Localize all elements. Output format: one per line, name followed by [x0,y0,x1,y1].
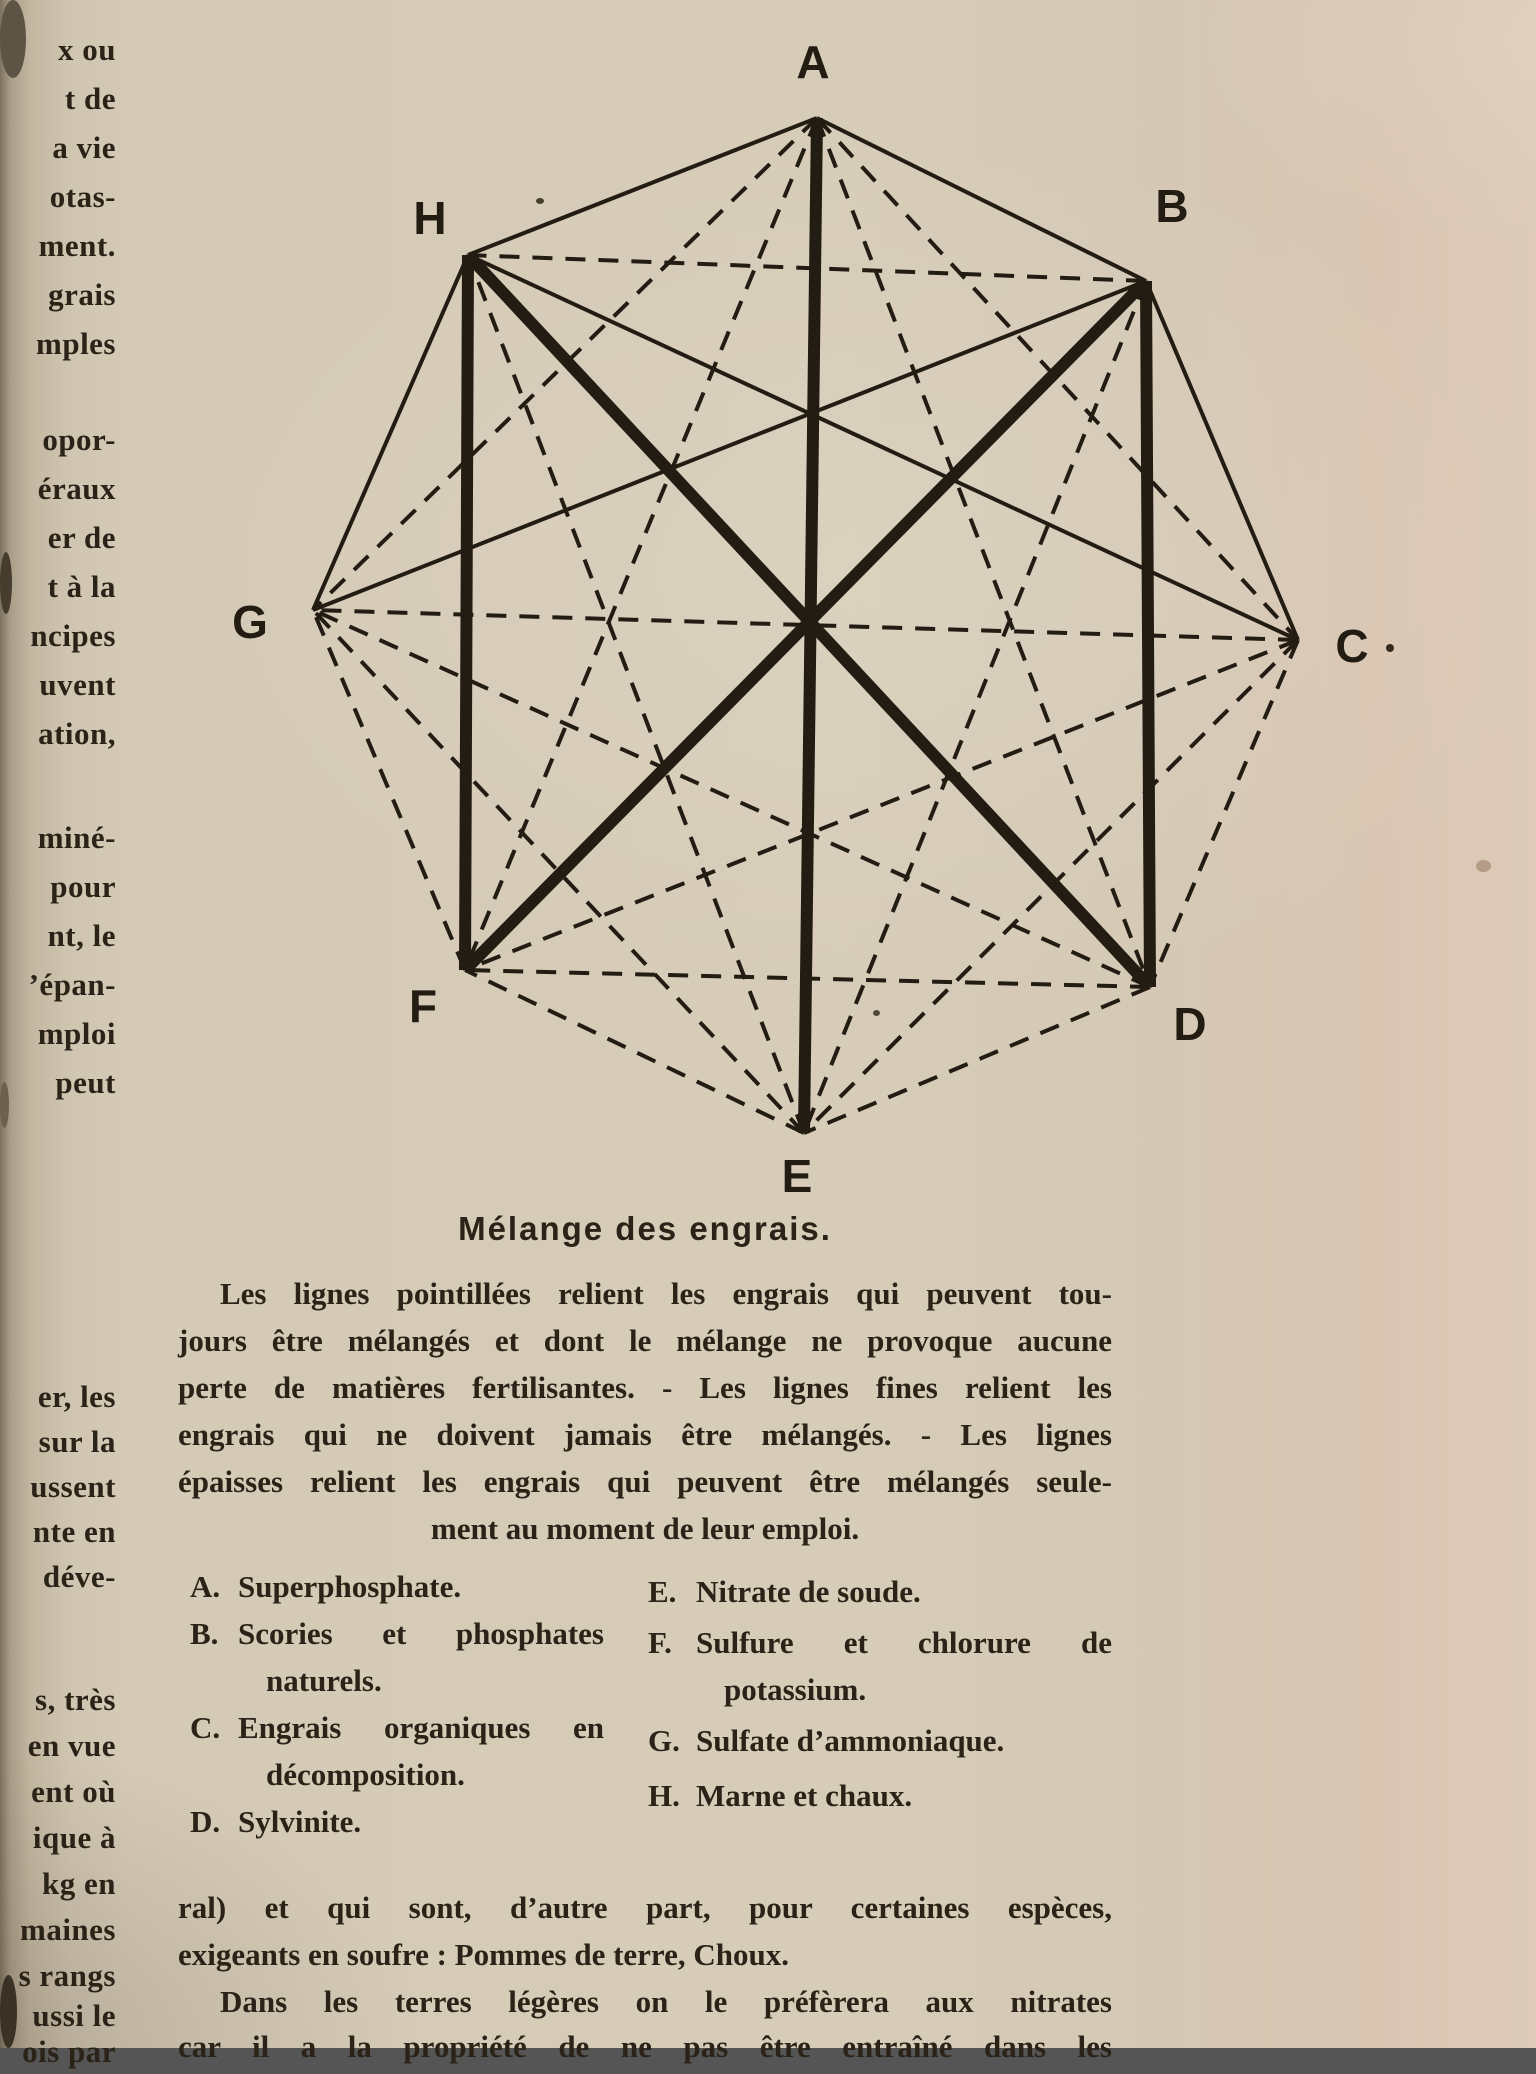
legend-item-right-text: Marne et chaux. [696,1778,913,1813]
left-column-line: t de [64,81,116,116]
left-column-line: ussi le [32,1998,116,2033]
legend-item-right [648,1569,1112,1615]
legend-item-right-key [648,1667,696,1713]
legend-item-left-text: Engrais organiques en [238,1710,604,1745]
left-column-line: grais [48,277,116,312]
legend-item-right-key: G. [648,1723,680,1758]
edge-BG-thin [313,281,1146,610]
note-line: épaisses relient les engrais qui peuvent être mélangés seule- [178,1464,1112,1499]
legend-item-right [648,1667,1112,1713]
left-column-line: kg en [42,1866,116,1901]
left-column-line: x ou [58,32,116,67]
body-line: ral) et qui sont, d’autre part, pour certaines espèces, [178,1890,1112,1925]
left-column-line: miné- [37,820,116,855]
paper-speck [1386,644,1394,652]
body-line: Dans les terres légères on le préfèrera aux nitrates [220,1984,1112,2019]
paper-speck [0,0,26,78]
edge-EF-dashed [465,970,804,1133]
legend-item-right-text: Sulfate d’ammoniaque. [696,1723,1005,1758]
legend-item-right [648,1773,1112,1819]
left-column-line: ’épan- [28,967,116,1002]
left-column-line: opor- [42,422,116,457]
left-column-line: s rangs [18,1958,116,1993]
legend-item-left-text: Superphosphate. [238,1569,462,1604]
node-label-H: H [413,192,447,244]
paper-speck [536,198,544,204]
legend-item-right-text: Sulfure et chlorure de [696,1625,1112,1660]
note-line: Les lignes pointillées relient les engrais qui peuvent tou- [220,1276,1112,1311]
left-column-line: déve- [42,1559,116,1594]
legend-item-left [190,1799,604,1845]
left-column-line: ent où [31,1774,116,1809]
left-column-line: ment. [38,228,116,263]
left-column-line: nte en [32,1514,116,1549]
legend-item-left [190,1611,604,1657]
paper-speck [0,1975,17,2048]
edge-CH-thin [468,255,1298,640]
figure-caption: Mélange des engrais. [458,1210,832,1247]
left-column-line: mples [36,326,116,361]
node-label-F: F [408,980,438,1032]
edge-BD-thick [1146,281,1150,987]
edge-BH-dashed [468,255,1146,281]
left-column-line: ique à [32,1820,116,1855]
legend-item-left-key [190,1658,238,1704]
node-label-C: C [1335,620,1369,672]
legend-item-left [190,1705,604,1751]
left-column-line: ois par [22,2034,116,2069]
paper-speck [873,1010,880,1016]
paper-speck [1476,860,1491,872]
legend-item-left-key: A. [190,1569,221,1604]
legend-item-right [648,1620,1112,1666]
paper-speck [0,1082,9,1128]
node-label-A: A [796,36,830,88]
left-column-line: er, les [37,1379,116,1414]
legend-item-left-key: C. [190,1710,221,1745]
legend-item-left [190,1564,604,1610]
edge-DE-dashed [804,987,1150,1133]
legend-item-left-text: Scories et phosphates [238,1616,604,1651]
legend-item-left-text: naturels. [266,1663,382,1698]
legend-item-right-text: Nitrate de soude. [696,1574,921,1609]
legend-item-right-text: potassium. [724,1672,867,1707]
left-column-line: s, très [35,1682,116,1717]
left-column-line: t à la [47,569,116,604]
left-column-line: otas- [49,179,116,214]
left-column-line: maines [20,1912,116,1947]
edge-HF-thick [465,255,468,970]
node-label-G: G [232,596,268,648]
paper-speck [0,552,12,614]
left-column-line: uvent [39,667,116,702]
edge-AH-thin [468,118,817,255]
legend-item-left-text: Sylvinite. [238,1804,362,1839]
edge-CF-dashed [465,640,1298,970]
legend-item-left-key: D. [190,1804,221,1839]
node-label-D: D [1173,998,1207,1050]
note-line: jours être mélangés et dont le mélange ne provoque aucune [178,1323,1112,1358]
edge-CD-dashed [1150,640,1298,987]
left-column-line: peut [55,1065,116,1100]
legend-item-right-key: E. [648,1574,677,1609]
left-column-line: a vie [52,130,116,165]
legend-item-right [648,1718,1112,1764]
edge-BE-dashed [804,281,1146,1133]
edge-FG-dashed [313,610,465,970]
legend-item-left-key: B. [190,1616,219,1651]
left-column-line: éraux [37,471,116,506]
legend-item-left-key [190,1752,238,1798]
left-column-line: ation, [38,716,116,751]
legend-item-left [190,1752,604,1798]
body-line: exigeants en soufre : Pommes de terre, Choux. [178,1937,789,1972]
left-column-line: sur la [38,1424,116,1459]
left-column-line: pour [50,869,116,904]
edge-AD-dashed [817,118,1150,987]
left-column-line: nt, le [47,918,116,953]
note-line: perte de matières fertilisantes. - Les lignes fines relient les [178,1370,1112,1405]
note-line: engrais qui ne doivent jamais être mélangés. - Les lignes [178,1417,1112,1452]
left-column-line: en vue [27,1728,116,1763]
left-column-line: ussent [30,1469,116,1504]
edge-DG-dashed [313,610,1150,987]
node-label-E: E [781,1150,813,1202]
legend-item-left [190,1658,604,1704]
body-line: car il a la propriété de ne pas être entraîné dans les [178,2029,1112,2064]
edge-BC-thin [1146,281,1298,640]
legend-item-left-text: décomposition. [266,1757,465,1792]
node-label-B: B [1155,180,1189,232]
legend-item-right-key: F. [648,1625,672,1660]
left-column-line: ncipes [30,618,116,653]
legend-item-right-key: H. [648,1778,680,1813]
left-column-line: er de [47,520,116,555]
note-line: ment au moment de leur emploi. [430,1511,860,1546]
edge-AB-thin [817,118,1146,281]
left-column-line: mploi [37,1016,116,1051]
edge-AF-dashed [465,118,817,970]
